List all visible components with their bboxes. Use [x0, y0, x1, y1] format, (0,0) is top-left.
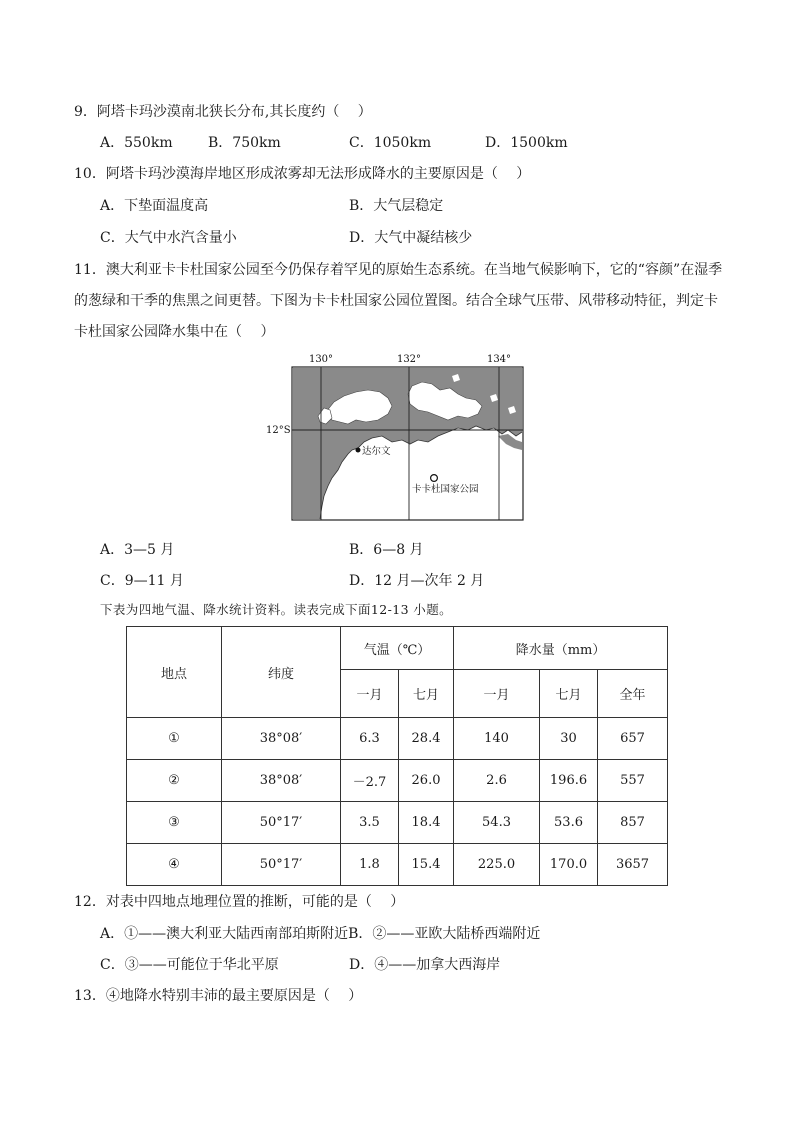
- cell-precip-annual: 857: [598, 802, 668, 844]
- table-row: [127, 718, 668, 760]
- header-place: 地点: [127, 627, 222, 718]
- header-temp-jan: 一月: [341, 670, 399, 718]
- question-10-options-row2: [100, 228, 734, 248]
- kakadu-location-map: [262, 350, 524, 522]
- header-precip-annual: 全年: [598, 670, 668, 718]
- cell-precip-jan: 140: [454, 718, 540, 760]
- option-c: C．大气中水汽含量小: [100, 230, 237, 246]
- lon-label-132: 132°: [396, 354, 422, 365]
- lon-label-134: 134°: [486, 354, 512, 365]
- cell-precip-jul: 196.6: [540, 760, 598, 802]
- question-12-options-row1: [100, 924, 734, 944]
- cell-place: ④: [127, 844, 222, 886]
- table-intro: 下表为四地气温、降水统计资料。读表完成下面12-13 小题。: [100, 602, 453, 617]
- table-row: [127, 844, 668, 886]
- option-d: D．④——加拿大西海岸: [349, 957, 501, 973]
- kakadu-park-label: 卡卡杜国家公园: [412, 484, 479, 495]
- cell-temp-jul: 15.4: [399, 844, 454, 886]
- option-a-b: A．①——澳大利亚大陆西南部珀斯附近B．②——亚欧大陆桥西端附近: [100, 926, 541, 942]
- cell-precip-annual: 657: [598, 718, 668, 760]
- question-10-options-row1: [100, 196, 734, 216]
- cell-temp-jul: 26.0: [399, 760, 454, 802]
- option-b: B．750km: [208, 135, 281, 151]
- question-10-stem: 10．阿塔卡玛沙漠海岸地区形成浓雾却无法形成降水的主要原因是（ ）: [74, 166, 531, 182]
- option-c: C．1050km: [349, 135, 432, 151]
- question-11-line-1: 11．澳大利亚卡卡杜国家公园至今仍保存着罕见的原始生态系统。在当地气候影响下，它的“容颜”在湿季: [74, 262, 723, 278]
- table-header-row-1: [127, 627, 668, 670]
- question-11-line-3: 卡杜国家公园降水集中在（ ）: [74, 324, 275, 340]
- darwin-marker: [356, 448, 361, 453]
- option-c: C．③——可能位于华北平原: [100, 957, 279, 973]
- option-a: A．550km: [100, 135, 173, 151]
- cell-precip-annual: 557: [598, 760, 668, 802]
- cell-precip-jan: 2.6: [454, 760, 540, 802]
- question-13-stem: 13．④地降水特别丰沛的最主要原因是（ ）: [74, 988, 363, 1004]
- cell-temp-jan: 1.8: [341, 844, 399, 886]
- option-a: A．3—5 月: [100, 542, 175, 558]
- option-d: D．1500km: [485, 135, 568, 151]
- question-11-line-2: 的葱绿和干季的焦黑之间更替。下图为卡卡杜国家公园位置图。结合全球气压带、风带移动特征，判定卡: [74, 293, 718, 309]
- header-temp-jul: 七月: [399, 670, 454, 718]
- cell-precip-jan: 225.0: [454, 844, 540, 886]
- option-b: B．6—8 月: [349, 542, 424, 558]
- cell-precip-jul: 170.0: [540, 844, 598, 886]
- cell-place: ②: [127, 760, 222, 802]
- question-11-options-row1: [100, 540, 734, 560]
- lat-label-12s: 12°S: [266, 425, 291, 436]
- cell-place: ③: [127, 802, 222, 844]
- cell-latitude: 38°08′: [222, 760, 341, 802]
- option-c: C．9—11 月: [100, 573, 184, 589]
- cell-temp-jul: 28.4: [399, 718, 454, 760]
- cell-temp-jan: －2.7: [341, 760, 399, 802]
- header-temperature: 气温（℃）: [341, 627, 454, 670]
- header-precip-jul: 七月: [540, 670, 598, 718]
- lon-label-130: 130°: [308, 354, 334, 365]
- table-row: [127, 760, 668, 802]
- kakadu-park-marker: [431, 475, 438, 482]
- darwin-label: 达尔文: [362, 446, 391, 457]
- cell-precip-jul: 30: [540, 718, 598, 760]
- option-d: D．大气中凝结核少: [349, 230, 473, 246]
- question-12-stem: 12．对表中四地点地理位置的推断，可能的是（ ）: [74, 894, 405, 910]
- question-11-options-row2: [100, 571, 734, 591]
- header-precip-jan: 一月: [454, 670, 540, 718]
- cell-latitude: 50°17′: [222, 802, 341, 844]
- cell-temp-jan: 3.5: [341, 802, 399, 844]
- option-b: B．大气层稳定: [349, 198, 444, 214]
- cell-temp-jan: 6.3: [341, 718, 399, 760]
- question-12-options-row2: [100, 955, 734, 975]
- table-row: [127, 802, 668, 844]
- cell-precip-jul: 53.6: [540, 802, 598, 844]
- cell-temp-jul: 18.4: [399, 802, 454, 844]
- cell-latitude: 38°08′: [222, 718, 341, 760]
- question-11-stem: [74, 255, 724, 348]
- climate-data-table: [126, 626, 668, 886]
- cell-precip-jan: 54.3: [454, 802, 540, 844]
- header-precipitation: 降水量（mm）: [454, 627, 668, 670]
- option-d: D．12 月—次年 2 月: [349, 573, 485, 589]
- cell-latitude: 50°17′: [222, 844, 341, 886]
- cell-place: ①: [127, 718, 222, 760]
- cell-precip-annual: 3657: [598, 844, 668, 886]
- option-a: A．下垫面温度高: [100, 198, 209, 214]
- header-latitude: 纬度: [222, 627, 341, 718]
- question-9-stem: 9．阿塔卡玛沙漠南北狭长分布,其长度约（ ）: [74, 104, 372, 120]
- question-9-options: [100, 133, 734, 153]
